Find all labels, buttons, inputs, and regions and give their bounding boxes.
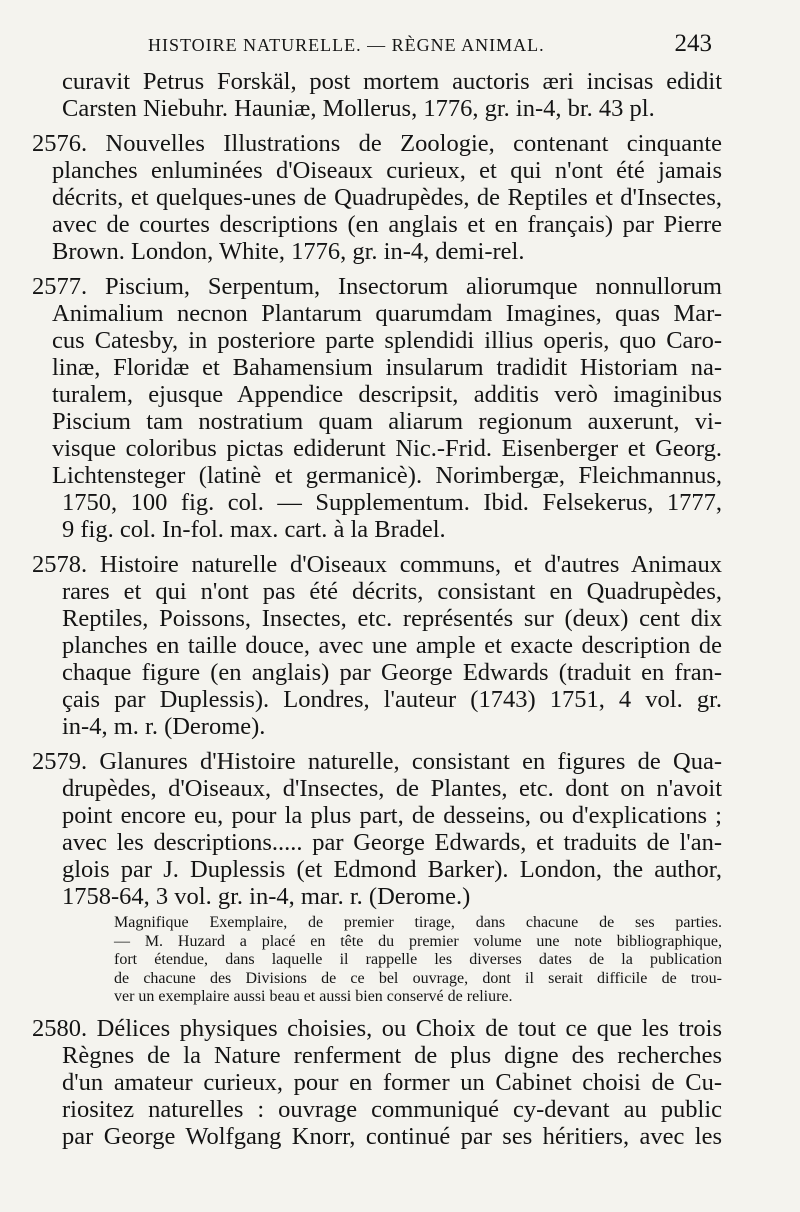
- text-line: 2578. Histoire naturelle d'Oiseaux communs, et d'autres Animaux: [32, 551, 722, 578]
- catalogue-entry-2580: [32, 1014, 722, 1150]
- running-header: [148, 30, 712, 60]
- bibliographic-note: [114, 914, 722, 1007]
- text-line: planches enluminées d'Oiseaux curieux, et qui n'ont été jamais: [52, 157, 722, 184]
- note-line: ver un exemplaire aussi beau et aussi bien conservé de reliure.: [114, 988, 513, 1006]
- text-line: 1750, 100 fig. col. — Supplementum. Ibid. Felsekerus, 1777,: [62, 489, 722, 516]
- text-line: glois par J. Duplessis (et Edmond Barker). London, the author,: [62, 856, 722, 883]
- text-line: turalem, ejusque Appendice descripsit, additis verò imaginibus: [52, 381, 722, 408]
- entry-continuation: [52, 68, 722, 122]
- text-line: 2576. Nouvelles Illustrations de Zoologie, contenant cinquante: [32, 130, 722, 157]
- text-line: 2579. Glanures d'Histoire naturelle, consistant en figures de Qua-: [32, 748, 722, 775]
- catalogue-entry-2579: [32, 748, 722, 1007]
- text-line: 2580. Délices physiques choisies, ou Choix de tout ce que les trois: [32, 1014, 722, 1042]
- text-line: planches en taille douce, avec une ample et exacte description de: [62, 632, 722, 659]
- text-line: cus Catesby, in posteriore parte splendidi illius operis, quo Caro-: [52, 327, 722, 354]
- text-line: par George Wolfgang Knorr, continué par ses héritiers, avec les: [62, 1122, 722, 1150]
- note-line: — M. Huzard a placé en tête du premier volume une note bibliographique,: [114, 932, 722, 950]
- note-line: de chacune des Divisions de ce bel ouvrage, dont il serait difficile de trou-: [114, 969, 722, 987]
- page-body: [32, 68, 722, 1150]
- catalogue-entry-2578: [32, 551, 722, 740]
- text-line: Reptiles, Poissons, Insectes, etc. représentés sur (deux) cent dix: [62, 605, 722, 632]
- running-title: HISTOIRE NATURELLE. — RÈGNE ANIMAL.: [148, 35, 545, 55]
- text-line: rares et qui n'ont pas été décrits, consistant en Quadrupèdes,: [62, 578, 722, 605]
- text-line: avec les descriptions..... par George Edwards, et traduits de l'an-: [62, 829, 722, 856]
- catalogue-entry-2576: [32, 130, 722, 265]
- text-line: décrits, et quelques-unes de Quadrupèdes, de Reptiles et d'Insectes,: [52, 184, 722, 211]
- text-line: point encore eu, pour la plus part, de desseins, ou d'explications ;: [62, 802, 722, 829]
- text-line: Carsten Niebuhr. Hauniæ, Mollerus, 1776, gr. in-4, br. 43 pl.: [62, 95, 655, 122]
- text-line: Animalium necnon Plantarum quarumdam Imagines, quas Mar-: [52, 300, 722, 327]
- text-line: in-4, m. r. (Derome).: [62, 713, 266, 740]
- text-line: 1758-64, 3 vol. gr. in-4, mar. r. (Derome.): [62, 883, 471, 910]
- text-line: 2577. Piscium, Serpentum, Insectorum aliorumque nonnullorum: [32, 273, 722, 300]
- text-line: Brown. London, White, 1776, gr. in-4, demi-rel.: [52, 238, 525, 265]
- note-line: fort étendue, dans laquelle il rappelle les diverses dates de la publication: [114, 951, 722, 969]
- text-line: drupèdes, d'Oiseaux, d'Insectes, de Plantes, etc. dont on n'avoit: [62, 775, 722, 802]
- text-line: Lichtensteger (latinè et germanicè). Norimbergæ, Fleichmannus,: [52, 462, 722, 489]
- text-line: d'un amateur curieux, pour en former un Cabinet choisi de Cu-: [62, 1068, 722, 1096]
- text-line: çais par Duplessis). Londres, l'auteur (1743) 1751, 4 vol. gr.: [62, 686, 722, 713]
- text-line: avec de courtes descriptions (en anglais et en français) par Pierre: [52, 211, 722, 238]
- page-number: 243: [674, 30, 712, 57]
- text-line: chaque figure (en anglais) par George Edwards (traduit en fran-: [62, 659, 722, 686]
- text-line: visque coloribus pictas ediderunt Nic.-Frid. Eisenberger et Georg.: [52, 435, 722, 462]
- text-line: Piscium tam nostratium quam aliarum regionum auxerunt, vi-: [52, 408, 722, 435]
- text-line: riositez naturelles : ouvrage communiqué cy-devant au public: [62, 1095, 722, 1123]
- note-line: Magnifique Exemplaire, de premier tirage, dans chacune de ses parties.: [114, 914, 722, 931]
- catalogue-entry-2577: [32, 273, 722, 543]
- text-line: 9 fig. col. In-fol. max. cart. à la Bradel.: [62, 516, 446, 543]
- text-line: Règnes de la Nature renferment de plus digne des recherches: [62, 1041, 722, 1069]
- text-line: curavit Petrus Forskäl, post mortem auctoris æri incisas edidit: [62, 68, 722, 95]
- text-line: linæ, Floridæ et Bahamensium insularum tradidit Historiam na-: [52, 354, 722, 381]
